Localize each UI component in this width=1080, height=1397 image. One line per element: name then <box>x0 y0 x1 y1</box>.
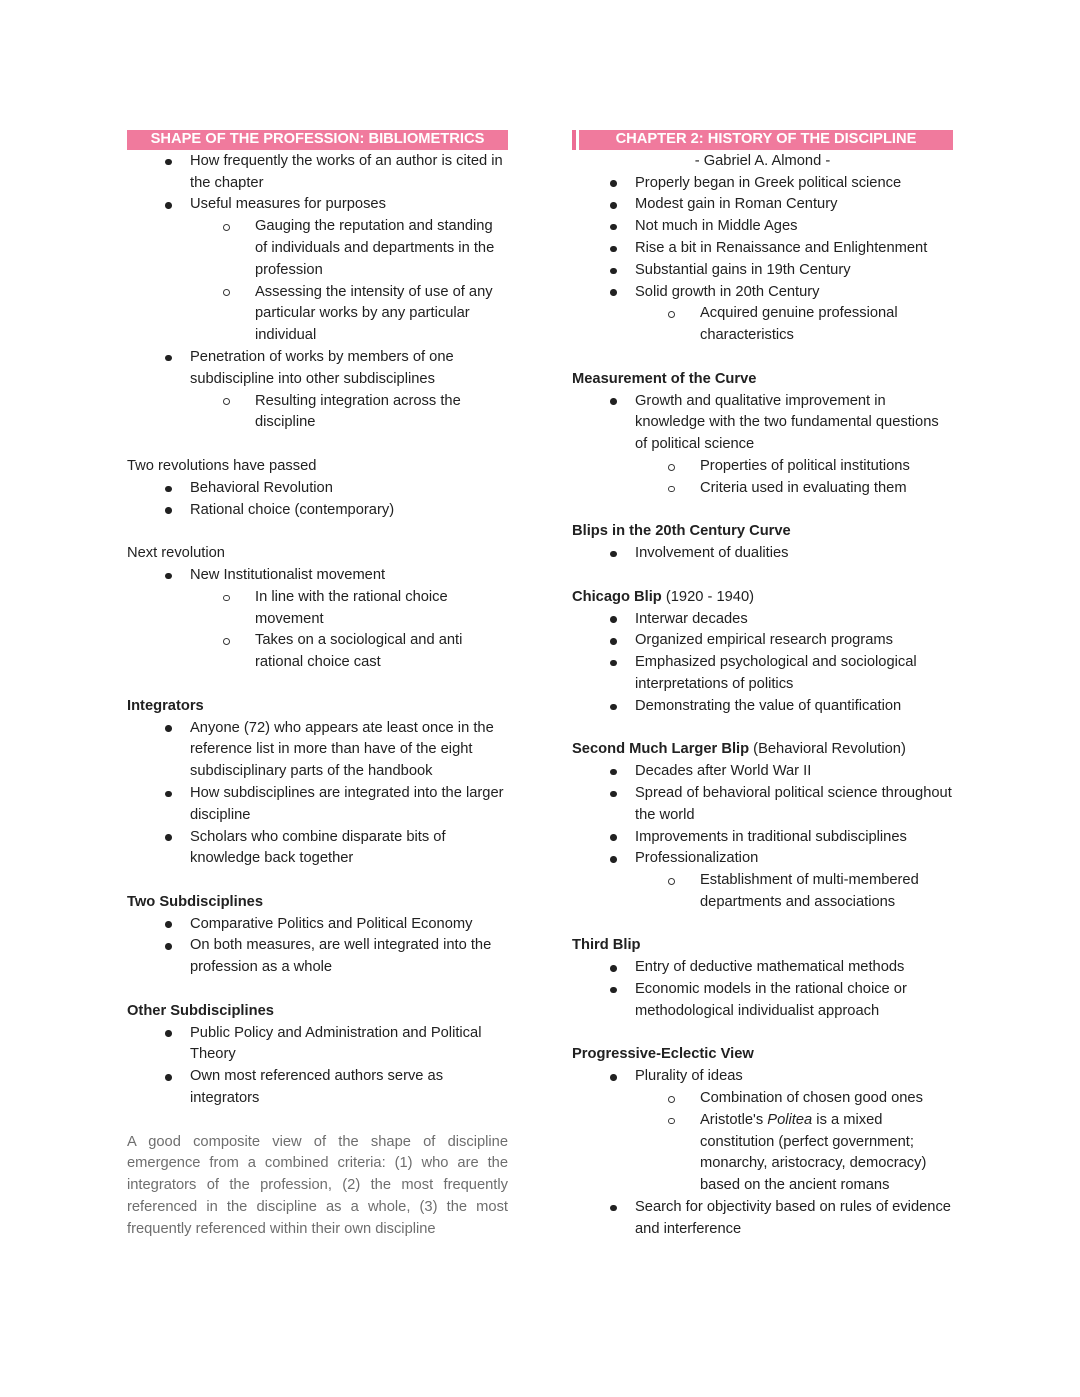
heading-bold-part: Chicago Blip <box>572 588 662 605</box>
list-item: Acquired genuine professional characteristics <box>572 303 953 347</box>
heading-two-revolutions: Two revolutions have passed <box>127 457 317 474</box>
list-item: Rational choice (contemporary) <box>127 500 508 522</box>
integrators-list <box>127 718 508 871</box>
list-item: Rise a bit in Renaissance and Enlightenment <box>572 238 953 260</box>
list-item: Properly began in Greek political science <box>572 173 953 195</box>
list-item: Organized empirical research programs <box>572 630 953 652</box>
blank-line <box>572 565 953 587</box>
list-item: Modest gain in Roman Century <box>572 194 953 216</box>
right-section-header <box>572 129 953 151</box>
list-item: Assessing the intensity of use of any particular works by any particular individual <box>127 282 508 347</box>
left-section-header <box>127 129 508 151</box>
list-item: How frequently the works of an author is cited in the chapter <box>127 151 508 195</box>
list-item: Properties of political institutions <box>572 456 953 478</box>
bibliometrics-list <box>127 151 508 434</box>
list-item: Takes on a sociological and anti rational choice cast <box>127 630 508 674</box>
list-item: How subdisciplines are integrated into the larger discipline <box>127 783 508 827</box>
heading-regular-part: (Behavioral Revolution) <box>749 741 906 758</box>
list-item: Establishment of multi-membered departments and associations <box>572 870 953 914</box>
blank-line <box>127 1110 508 1132</box>
list-item: Gauging the reputation and standing of individuals and departments in the profession <box>127 216 508 281</box>
blips-list <box>572 543 953 565</box>
list-item: Comparative Politics and Political Economy <box>127 914 508 936</box>
list-item: Own most referenced authors serve as integrators <box>127 1066 508 1110</box>
list-item: Spread of behavioral political science throughout the world <box>572 783 953 827</box>
list-item: Growth and qualitative improvement in knowledge with the two fundamental questions of political science <box>572 391 953 456</box>
blank-line <box>127 870 508 892</box>
list-item: New Institutionalist movement <box>127 565 508 587</box>
heading-integrators: Integrators <box>127 697 204 714</box>
author-subtitle: - Gabriel A. Almond - <box>694 152 831 169</box>
blank-line <box>127 979 508 1001</box>
list-item: Interwar decades <box>572 609 953 631</box>
list-item: Involvement of dualities <box>572 543 953 565</box>
text-part: is a mixed constitution (perfect government; monarchy, aristocracy, democracy) based on the ancient romans <box>700 1111 927 1194</box>
section-title-highlight: CHAPTER 2: HISTORY OF THE DISCIPLINE <box>579 130 953 150</box>
heading-next-revolution: Next revolution <box>127 545 225 562</box>
heading-third-blip: Third Blip <box>572 937 641 954</box>
section-title-highlight: SHAPE OF THE PROFESSION: BIBLIOMETRICS <box>127 130 508 150</box>
list-item: Criteria used in evaluating them <box>572 478 953 500</box>
list-item: Solid growth in 20th Century <box>572 282 953 304</box>
header-accent-bar <box>572 130 576 150</box>
blank-line <box>127 674 508 696</box>
heading-measurement-of-curve: Measurement of the Curve <box>572 370 757 387</box>
progressive-eclectic-list <box>572 1066 953 1240</box>
heading-other-subdisciplines: Other Subdisciplines <box>127 1002 274 1019</box>
heading-two-subdisciplines: Two Subdisciplines <box>127 893 264 910</box>
measurement-list <box>572 391 953 500</box>
heading-chicago-blip <box>572 587 953 609</box>
other-subdisciplines-list <box>127 1023 508 1110</box>
second-blip-list <box>572 761 953 914</box>
heading-second-blip <box>572 739 953 761</box>
revolutions-list <box>127 478 508 522</box>
list-item: Penetration of works by members of one subdiscipline into other subdisciplines <box>127 347 508 391</box>
heading-bold-part: Second Much Larger Blip <box>572 741 750 758</box>
two-subdisciplines-list <box>127 914 508 979</box>
text-part: Aristotle's <box>700 1111 768 1128</box>
list-item: In line with the rational choice movement <box>127 587 508 631</box>
heading-progressive-eclectic: Progressive-Eclectic View <box>572 1046 754 1063</box>
blank-line <box>572 347 953 369</box>
blank-line <box>127 434 508 456</box>
list-item: Public Policy and Administration and Political Theory <box>127 1023 508 1067</box>
left-column <box>127 129 508 1397</box>
list-item: On both measures, are well integrated into the profession as a whole <box>127 935 508 979</box>
summary-paragraph: A good composite view of the shape of discipline emergence from a combined criteria: (1) who are the integrators of the profession, (2) the most frequently referenced in the discipline as a whole, (3) the most frequently referenced within their own discipline <box>127 1133 508 1237</box>
list-item: Search for objectivity based on rules of evidence and interference <box>572 1197 953 1241</box>
blank-line <box>127 521 508 543</box>
list-item: Combination of chosen good ones <box>572 1088 953 1110</box>
list-item <box>572 1110 953 1197</box>
list-item: Improvements in traditional subdisciplines <box>572 827 953 849</box>
blank-line <box>572 718 953 740</box>
list-item: Anyone (72) who appears ate least once in the reference list in more than have of the eight subdisciplinary parts of the handbook <box>127 718 508 783</box>
italic-text-part: Politea <box>767 1111 813 1128</box>
blank-line <box>572 1023 953 1045</box>
heading-regular-part: (1920 - 1940) <box>661 588 755 605</box>
chicago-blip-list <box>572 609 953 718</box>
list-item: Economic models in the rational choice or methodological individualist approach <box>572 979 953 1023</box>
blank-line <box>572 914 953 936</box>
list-item: Plurality of ideas <box>572 1066 953 1088</box>
list-item: Substantial gains in 19th Century <box>572 260 953 282</box>
list-item: Emphasized psychological and sociological interpretations of politics <box>572 652 953 696</box>
list-item: Professionalization <box>572 848 953 870</box>
list-item: Decades after World War II <box>572 761 953 783</box>
list-item: Entry of deductive mathematical methods <box>572 957 953 979</box>
list-item: Scholars who combine disparate bits of knowledge back together <box>127 827 508 871</box>
list-item: Not much in Middle Ages <box>572 216 953 238</box>
next-revolution-list <box>127 565 508 674</box>
blank-line <box>572 500 953 522</box>
list-item: Useful measures for purposes <box>127 194 508 216</box>
right-column <box>572 129 953 1397</box>
list-item: Resulting integration across the discipline <box>127 391 508 435</box>
third-blip-list <box>572 957 953 1022</box>
list-item: Demonstrating the value of quantification <box>572 696 953 718</box>
list-item: Behavioral Revolution <box>127 478 508 500</box>
history-list <box>572 173 953 347</box>
heading-blips: Blips in the 20th Century Curve <box>572 523 791 540</box>
